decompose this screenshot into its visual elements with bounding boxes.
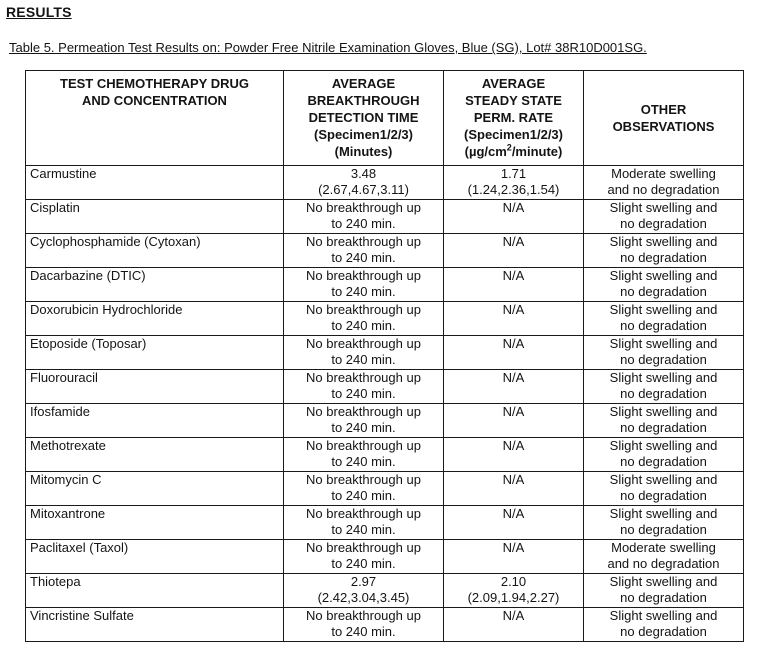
steady-state-rate-cell-line: (1.24,2.36,1.54): [467, 182, 560, 197]
drug-name-cell: Cyclophosphamide (Cytoxan): [26, 234, 284, 268]
steady-state-rate-cell-line: (2.09,1.94,2.27): [467, 590, 560, 605]
table-row: [26, 506, 744, 540]
observations-cell: [584, 302, 744, 336]
drug-name-cell: Methotrexate: [26, 438, 284, 472]
observations-cell-line: no degradation: [620, 216, 707, 231]
breakthrough-time-cell: [284, 234, 444, 268]
breakthrough-time-cell-line: 2.97: [350, 574, 377, 589]
header-observations-line: OTHER: [640, 102, 687, 117]
breakthrough-time-cell-line: No breakthrough up: [306, 268, 421, 283]
unit-superscript: 2: [506, 142, 512, 153]
breakthrough-time-cell: [284, 438, 444, 472]
header-breakthrough: [284, 71, 444, 166]
unit-prefix: (µg/cm: [464, 144, 507, 159]
table-row: [26, 234, 744, 268]
steady-state-rate-cell: [444, 540, 584, 574]
steady-state-rate-cell: [444, 506, 584, 540]
observations-cell-line: Slight swelling and: [609, 200, 718, 215]
breakthrough-time-cell-line: to 240 min.: [331, 420, 396, 435]
header-breakthrough-line: DETECTION TIME: [308, 110, 419, 125]
observations-cell-line: no degradation: [620, 386, 707, 401]
table-row: [26, 370, 744, 404]
observations-cell-line: no degradation: [620, 488, 707, 503]
header-breakthrough-line: (Minutes): [334, 144, 393, 159]
steady-state-rate-cell: [444, 268, 584, 302]
table-row: [26, 574, 744, 608]
breakthrough-time-cell-line: to 240 min.: [331, 556, 396, 571]
breakthrough-time-cell-line: No breakthrough up: [306, 336, 421, 351]
observations-cell: [584, 336, 744, 370]
table-row: [26, 166, 744, 200]
header-breakthrough-line: AVERAGE: [331, 76, 396, 91]
table-row: [26, 608, 744, 642]
steady-state-rate-cell: [444, 234, 584, 268]
observations-cell-line: Slight swelling and: [609, 302, 718, 317]
observations-cell: [584, 506, 744, 540]
observations-cell: [584, 472, 744, 506]
table-row: [26, 404, 744, 438]
observations-cell: [584, 574, 744, 608]
steady-state-rate-cell-line: N/A: [502, 336, 525, 351]
breakthrough-time-cell-line: No breakthrough up: [306, 438, 421, 453]
observations-cell-line: no degradation: [620, 590, 707, 605]
table-caption: Table 5. Permeation Test Results on: Powder Free Nitrile Examination Gloves, Blue (SG), Lot# 38R10D001SG.: [9, 40, 647, 55]
drug-name-cell: Paclitaxel (Taxol): [26, 540, 284, 574]
header-steady-line: AVERAGE: [481, 76, 546, 91]
table-row: [26, 268, 744, 302]
breakthrough-time-cell-line: to 240 min.: [331, 386, 396, 401]
steady-state-rate-cell-line: N/A: [502, 268, 525, 283]
observations-cell-line: Slight swelling and: [609, 574, 718, 589]
observations-cell: [584, 370, 744, 404]
observations-cell-line: no degradation: [620, 352, 707, 367]
header-steady-line: PERM. RATE: [473, 110, 554, 125]
breakthrough-time-cell: [284, 506, 444, 540]
observations-cell-line: no degradation: [620, 454, 707, 469]
steady-state-rate-cell: [444, 438, 584, 472]
observations-cell-line: Slight swelling and: [609, 608, 718, 623]
observations-cell-line: no degradation: [620, 420, 707, 435]
observations-cell-line: no degradation: [620, 522, 707, 537]
observations-cell: [584, 166, 744, 200]
steady-state-rate-cell: [444, 302, 584, 336]
observations-cell-line: Slight swelling and: [609, 506, 718, 521]
observations-cell-line: Slight swelling and: [609, 438, 718, 453]
breakthrough-time-cell-line: No breakthrough up: [306, 200, 421, 215]
steady-state-rate-cell: [444, 336, 584, 370]
steady-state-rate-cell: [444, 166, 584, 200]
breakthrough-time-cell: [284, 370, 444, 404]
observations-cell: [584, 268, 744, 302]
steady-state-rate-cell-line: N/A: [502, 302, 525, 317]
table-row: [26, 336, 744, 370]
steady-state-rate-cell-line: N/A: [502, 200, 525, 215]
observations-cell-line: no degradation: [620, 624, 707, 639]
drug-name-cell: Cisplatin: [26, 200, 284, 234]
steady-state-rate-cell-line: N/A: [502, 608, 525, 623]
steady-state-rate-cell-line: N/A: [502, 370, 525, 385]
steady-state-rate-cell: [444, 370, 584, 404]
header-observations: [584, 71, 744, 166]
observations-cell-line: no degradation: [620, 318, 707, 333]
drug-name-cell: Ifosfamide: [26, 404, 284, 438]
breakthrough-time-cell: [284, 540, 444, 574]
drug-name-cell: Thiotepa: [26, 574, 284, 608]
breakthrough-time-cell-line: No breakthrough up: [306, 608, 421, 623]
steady-state-rate-cell-line: N/A: [502, 234, 525, 249]
steady-state-rate-cell-line: N/A: [502, 404, 525, 419]
breakthrough-time-cell: [284, 200, 444, 234]
steady-state-rate-cell: [444, 608, 584, 642]
header-drug-line: AND CONCENTRATION: [82, 93, 227, 108]
breakthrough-time-cell-line: No breakthrough up: [306, 540, 421, 555]
breakthrough-time-cell-line: to 240 min.: [331, 488, 396, 503]
breakthrough-time-cell: [284, 268, 444, 302]
drug-name-cell: Mitomycin C: [26, 472, 284, 506]
header-drug: [26, 71, 284, 166]
header-steady-line: (Specimen1/2/3): [464, 127, 563, 142]
header-breakthrough-line: (Specimen1/2/3): [314, 127, 413, 142]
breakthrough-time-cell-line: to 240 min.: [331, 284, 396, 299]
table-row: [26, 472, 744, 506]
table-row: [26, 302, 744, 336]
breakthrough-time-cell-line: to 240 min.: [331, 250, 396, 265]
breakthrough-time-cell-line: No breakthrough up: [306, 404, 421, 419]
breakthrough-time-cell-line: 3.48: [350, 166, 377, 181]
breakthrough-time-cell-line: (2.42,3.04,3.45): [317, 590, 410, 605]
observations-cell-line: Slight swelling and: [609, 336, 718, 351]
steady-state-rate-cell-line: N/A: [502, 472, 525, 487]
steady-state-rate-cell-line: 1.71: [500, 166, 527, 181]
steady-state-rate-cell: [444, 574, 584, 608]
results-heading: RESULTS: [6, 4, 72, 20]
steady-state-rate-cell: [444, 404, 584, 438]
drug-name-cell: Doxorubicin Hydrochloride: [26, 302, 284, 336]
observations-cell: [584, 438, 744, 472]
breakthrough-time-cell-line: No breakthrough up: [306, 370, 421, 385]
steady-state-rate-cell-line: N/A: [502, 506, 525, 521]
header-steady-line: STEADY STATE: [465, 93, 562, 108]
drug-name-cell: Mitoxantrone: [26, 506, 284, 540]
drug-name-cell: Dacarbazine (DTIC): [26, 268, 284, 302]
observations-cell-line: Slight swelling and: [609, 472, 718, 487]
observations-cell-line: and no degradation: [607, 556, 720, 571]
table-header-row: [26, 71, 744, 166]
breakthrough-time-cell-line: to 240 min.: [331, 216, 396, 231]
breakthrough-time-cell: [284, 574, 444, 608]
observations-cell: [584, 234, 744, 268]
drug-name-cell: Vincristine Sulfate: [26, 608, 284, 642]
steady-state-rate-cell: [444, 200, 584, 234]
header-drug-line: TEST CHEMOTHERAPY DRUG: [60, 76, 249, 91]
steady-state-rate-cell-line: 2.10: [500, 574, 527, 589]
breakthrough-time-cell-line: No breakthrough up: [306, 472, 421, 487]
breakthrough-time-cell-line: (2.67,4.67,3.11): [318, 182, 409, 197]
observations-cell-line: no degradation: [620, 284, 707, 299]
breakthrough-time-cell: [284, 166, 444, 200]
breakthrough-time-cell-line: to 240 min.: [331, 454, 396, 469]
breakthrough-time-cell-line: No breakthrough up: [306, 302, 421, 317]
breakthrough-time-cell-line: to 240 min.: [331, 522, 396, 537]
observations-cell: [584, 540, 744, 574]
breakthrough-time-cell: [284, 404, 444, 438]
drug-name-cell: Fluorouracil: [26, 370, 284, 404]
drug-name-cell: Etoposide (Toposar): [26, 336, 284, 370]
observations-cell: [584, 608, 744, 642]
table-body: [26, 166, 744, 642]
header-steady-state: [444, 71, 584, 166]
breakthrough-time-cell: [284, 336, 444, 370]
observations-cell-line: Slight swelling and: [609, 370, 718, 385]
header-observations-line: OBSERVATIONS: [612, 119, 715, 134]
steady-state-rate-cell-line: N/A: [502, 540, 525, 555]
observations-cell-line: Slight swelling and: [609, 234, 718, 249]
breakthrough-time-cell: [284, 302, 444, 336]
observations-cell-line: no degradation: [620, 250, 707, 265]
observations-cell-line: Moderate swelling: [611, 166, 716, 181]
observations-cell: [584, 200, 744, 234]
steady-state-rate-cell: [444, 472, 584, 506]
observations-cell-line: Slight swelling and: [609, 404, 718, 419]
breakthrough-time-cell-line: No breakthrough up: [306, 234, 421, 249]
table-row: [26, 200, 744, 234]
breakthrough-time-cell-line: to 240 min.: [331, 624, 396, 639]
breakthrough-time-cell-line: to 240 min.: [331, 318, 396, 333]
observations-cell-line: and no degradation: [607, 182, 720, 197]
permeation-results-table: [25, 70, 744, 642]
table-row: [26, 540, 744, 574]
breakthrough-time-cell-line: to 240 min.: [331, 352, 396, 367]
breakthrough-time-cell: [284, 472, 444, 506]
breakthrough-time-cell: [284, 608, 444, 642]
header-breakthrough-line: BREAKTHROUGH: [307, 93, 420, 108]
header-steady-unit: [448, 143, 579, 160]
drug-name-cell: Carmustine: [26, 166, 284, 200]
table-row: [26, 438, 744, 472]
observations-cell: [584, 404, 744, 438]
unit-suffix: /minute): [511, 144, 563, 159]
observations-cell-line: Moderate swelling: [611, 540, 716, 555]
steady-state-rate-cell-line: N/A: [502, 438, 525, 453]
observations-cell-line: Slight swelling and: [609, 268, 718, 283]
breakthrough-time-cell-line: No breakthrough up: [306, 506, 421, 521]
